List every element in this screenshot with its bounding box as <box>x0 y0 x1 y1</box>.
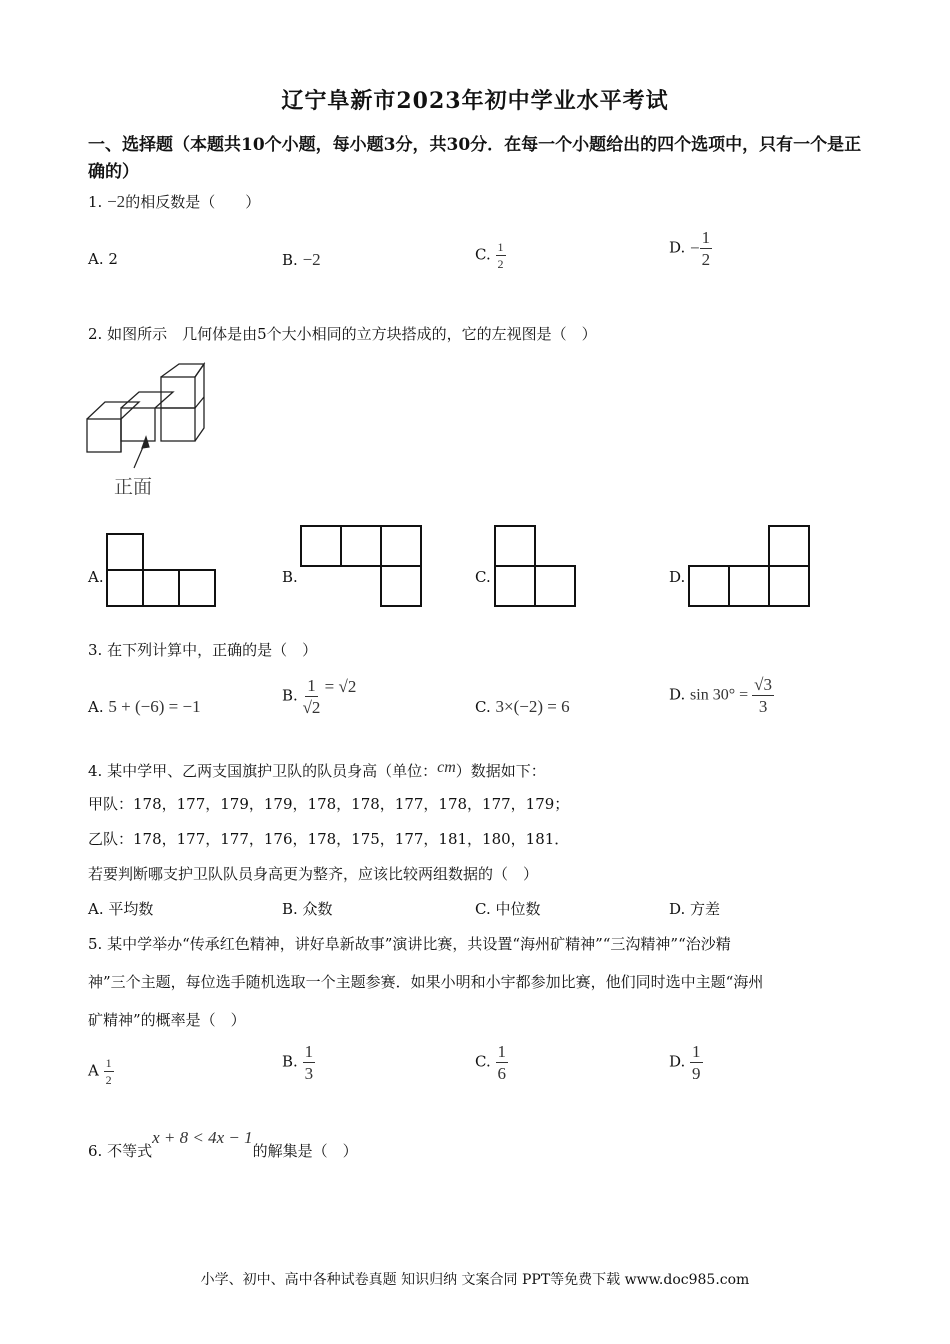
view-square <box>106 569 144 607</box>
view-square <box>534 565 576 607</box>
view-square <box>380 525 422 567</box>
q3-option-a <box>88 697 201 717</box>
q1-text: 的相反数是（ ） <box>125 193 261 211</box>
q4-option-b: B. 众数 <box>282 900 333 918</box>
fraction: $\frac{1}{2}$ <box>105 1056 112 1087</box>
q3-option-b <box>282 677 356 716</box>
q1-number: 1. <box>88 193 103 211</box>
question-4-stem <box>88 759 546 781</box>
fraction: $\frac{√3}{3}$ <box>754 675 772 716</box>
view-square <box>728 565 770 607</box>
option-label: A. <box>88 698 104 716</box>
question-4-ask: 若要判断哪支护卫队队员身高更为整齐，应该比较两组数据的（ ） <box>88 865 539 883</box>
view-square <box>494 565 536 607</box>
q1-option-c <box>475 241 506 270</box>
q2-option-d-label: D. <box>669 568 686 586</box>
q5-option-d <box>669 1043 703 1082</box>
question-5-line-1: 5. 某中学举办“传承红色精神，讲好阜新故事”演讲比赛，共设置“海州矿精神”“三沟精神”“治沙精 <box>88 935 731 953</box>
page-footer: 小学、初中、高中各种试卷真题 知识归纳 文案合同 PPT等免费下载 www.doc985.com <box>200 1272 750 1288</box>
q1-option-a <box>88 250 118 268</box>
q4-option-a: A. 平均数 <box>88 900 154 918</box>
team-b-data: 乙队：178，177，177，176，178，175，177，181，180，181． <box>88 830 570 848</box>
q4-text: ）数据如下： <box>455 762 546 780</box>
option-value: 3×(−2) = 6 <box>495 697 570 716</box>
q2-option-a-label: A. <box>88 568 104 586</box>
view-square <box>768 525 810 567</box>
option-label: A <box>88 1061 99 1080</box>
option-label: C. <box>475 1052 491 1071</box>
q3-option-d <box>669 676 774 715</box>
question-5-line-3: 矿精神”的概率是（ ） <box>88 1011 246 1029</box>
option-label: B. <box>282 251 298 269</box>
inequality: x + 8 < 4x − 1 <box>152 1128 253 1147</box>
q6-text: 的解集是（ ） <box>252 1142 358 1160</box>
q3-option-c <box>475 697 570 717</box>
q1-math: −2 <box>107 192 126 211</box>
view-square <box>106 533 144 571</box>
unit: cm <box>437 759 456 776</box>
option-label: C. <box>475 245 491 264</box>
view-square <box>380 565 422 607</box>
option-label: B. <box>282 686 298 705</box>
view-square <box>688 565 730 607</box>
option-value: sin 30° = <box>690 686 753 704</box>
option-label: A. <box>88 250 104 268</box>
option-label: C. <box>475 698 491 716</box>
fraction: $\frac{1}{9}$ <box>692 1042 701 1083</box>
option-value: = √2 <box>320 677 357 696</box>
q6-text: 6. 不等式 <box>88 1142 153 1160</box>
fraction: $\frac{1}{6}$ <box>497 1042 506 1083</box>
fraction: $\frac{1}{3}$ <box>304 1042 314 1083</box>
view-square <box>768 565 810 607</box>
q1-option-b <box>282 250 321 270</box>
view-square <box>340 525 382 567</box>
q2-option-b-label: B. <box>282 568 298 586</box>
fraction: $\frac{1}{√2}$ <box>302 676 321 717</box>
view-square <box>178 569 216 607</box>
question-3-stem: 3. 在下列计算中，正确的是（ ） <box>88 641 318 659</box>
option-value: 5 + (−6) = −1 <box>108 697 201 716</box>
q5-option-b <box>282 1043 315 1082</box>
q1-option-d <box>669 229 712 268</box>
question-5-line-2: 神”三个主题，每位选手随机选取一个主题参赛．如果小明和小宇都参加比赛，他们同时选中主题“海州 <box>88 973 764 991</box>
option-value: 2 <box>108 250 118 268</box>
q4-option-c: C. 中位数 <box>475 900 541 918</box>
q4-option-d: D. 方差 <box>669 900 721 918</box>
front-label: 正面 <box>114 476 153 498</box>
page-title: 辽宁阜新市2023年初中学业水平考试 <box>281 88 669 114</box>
q5-option-c <box>475 1043 508 1082</box>
option-value: −2 <box>302 250 321 269</box>
question-1-stem <box>88 191 260 212</box>
view-square <box>300 525 342 567</box>
option-label: D. <box>669 238 686 257</box>
option-label: D. <box>669 1052 686 1071</box>
fraction: $\frac{1}{2}$ <box>701 228 711 269</box>
view-square <box>494 525 536 567</box>
view-square <box>142 569 180 607</box>
section-heading: 一、选择题（本题共10个小题，每小题3分，共30分．在每一个小题给出的四个选项中，只有一个是正确的） <box>88 135 862 182</box>
team-a-data: 甲队：178，177，179，179，178，178，177，178，177，179； <box>88 795 570 813</box>
question-2-stem: 2. 如图所示 几何体是由5个大小相同的立方块搭成的，它的左视图是（ ） <box>88 325 597 343</box>
minus-sign: − <box>690 238 700 258</box>
q5-option-a <box>88 1057 114 1086</box>
q4-text: 4. 某中学甲、乙两支国旗护卫队的队员身高（单位： <box>88 762 438 780</box>
question-6-stem <box>88 1128 358 1161</box>
q2-option-c-label: C. <box>475 568 491 586</box>
option-label: D. <box>669 685 686 704</box>
option-label: B. <box>282 1052 298 1071</box>
fraction: $\frac{1}{2}$ <box>497 240 504 271</box>
